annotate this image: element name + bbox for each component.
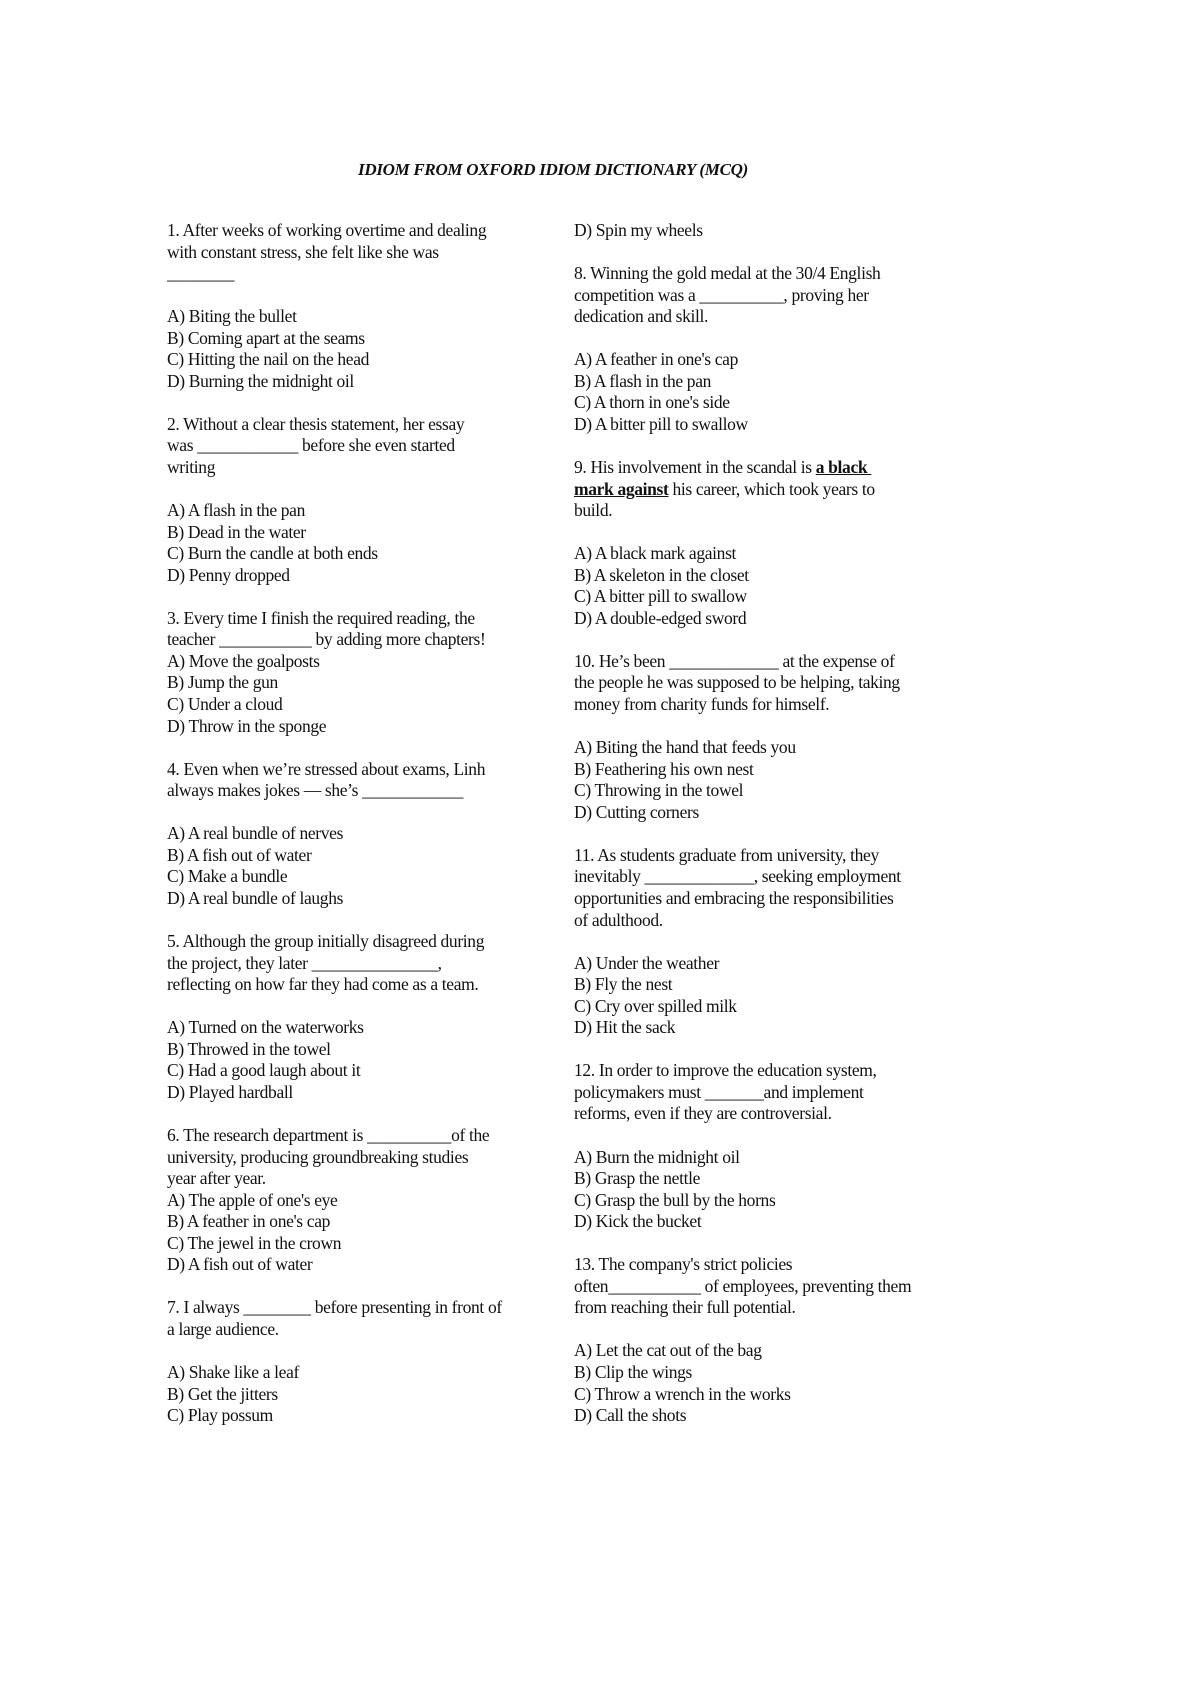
- answer-option: B) A flash in the pan: [574, 370, 712, 391]
- answer-option: A) Let the cat out of the bag: [574, 1340, 762, 1361]
- spacer: [574, 522, 964, 544]
- answer-option: C) Throw a wrench in the works: [574, 1383, 791, 1404]
- question-stem-line: dedication and skill.: [574, 306, 709, 327]
- answer-option: B) Clip the wings: [574, 1361, 693, 1382]
- spacer: [167, 1276, 557, 1298]
- spacer: [167, 1103, 557, 1125]
- question-stem-line: policymakers must _______and implement: [574, 1081, 864, 1102]
- question-stem-line: 10. He’s been _____________ at the expense of: [574, 650, 895, 671]
- question-stem-line: 11. As students graduate from university, they: [574, 844, 879, 865]
- answer-option: C) Cry over spilled milk: [574, 995, 737, 1016]
- question-7: [167, 1297, 557, 1448]
- spacer: [167, 802, 557, 824]
- answer-option: D) Call the shots: [574, 1405, 687, 1426]
- answer-option: A) Biting the bullet: [167, 306, 297, 327]
- answer-option: C) Throwing in the towel: [574, 780, 744, 801]
- answer-option: B) Feathering his own nest: [574, 758, 754, 779]
- answer-option: C) Under a cloud: [167, 694, 283, 715]
- question-11: [574, 845, 964, 1060]
- answer-option: D) Penny dropped: [167, 564, 290, 585]
- answer-option: D) A double-edged sword: [574, 607, 747, 628]
- question-stem-line: 13. The company's strict policies: [574, 1254, 793, 1275]
- answer-option: B) A fish out of water: [167, 844, 312, 865]
- question-stem-line: teacher ___________ by adding more chapters!: [167, 629, 486, 650]
- answer-option: D) Played hardball: [167, 1081, 293, 1102]
- spacer: [167, 1427, 557, 1449]
- answer-option: B) Jump the gun: [167, 672, 278, 693]
- highlighted-idiom: mark against: [574, 478, 669, 499]
- question-stem-line: from reaching their full potential.: [574, 1297, 796, 1318]
- question-4: [167, 759, 557, 931]
- answer-option: D) Spin my wheels: [574, 220, 703, 240]
- left-column: [167, 220, 557, 1448]
- question-stem-line: 3. Every time I finish the required reading, the: [167, 607, 475, 628]
- question-stem-line: 12. In order to improve the education system,: [574, 1060, 877, 1081]
- question-stem-line: competition was a __________, proving her: [574, 284, 869, 305]
- question-12: [574, 1060, 964, 1254]
- answer-option: A) Biting the hand that feeds you: [574, 737, 796, 758]
- answer-option: B) Grasp the nettle: [574, 1168, 701, 1189]
- question-8: [574, 263, 964, 457]
- question-stem-line: year after year.: [167, 1168, 266, 1189]
- question-stem-line: 6. The research department is __________of the: [167, 1124, 490, 1145]
- answer-option: D) Hit the sack: [574, 1017, 676, 1038]
- answer-option: A) Under the weather: [574, 952, 720, 973]
- answer-option: D) Cutting corners: [574, 801, 699, 822]
- question-stem-line: reflecting on how far they had come as a team.: [167, 974, 479, 995]
- question-stem-line: often___________ of employees, preventing them: [574, 1275, 912, 1296]
- spacer: [167, 996, 557, 1018]
- answer-option: D) Kick the bucket: [574, 1211, 702, 1232]
- answer-option: C) Grasp the bull by the horns: [574, 1189, 776, 1210]
- answer-option: C) Burn the candle at both ends: [167, 543, 378, 564]
- spacer: [574, 242, 964, 264]
- question-7-cont: [574, 220, 964, 263]
- question-stem-line: of adulthood.: [574, 909, 663, 930]
- spacer: [574, 823, 964, 845]
- question-13: [574, 1254, 964, 1448]
- spacer: [167, 737, 557, 759]
- answer-option: B) Throwed in the towel: [167, 1038, 331, 1059]
- question-stem-line: [574, 457, 964, 479]
- question-9: [574, 457, 964, 651]
- question-stem-line: [574, 479, 964, 501]
- question-2: [167, 414, 557, 608]
- question-stem-line: inevitably _____________, seeking employment: [574, 866, 901, 887]
- spacer: [574, 1427, 964, 1449]
- answer-option: D) A fish out of water: [167, 1254, 313, 1275]
- spacer: [574, 1233, 964, 1255]
- answer-option: B) Get the jitters: [167, 1383, 278, 1404]
- stem-text: 9. His involvement in the scandal is: [574, 457, 816, 478]
- question-stem-line: money from charity funds for himself.: [574, 694, 830, 715]
- question-stem-line: the people he was supposed to be helping, taking: [574, 672, 900, 693]
- answer-option: B) Dead in the water: [167, 521, 306, 542]
- spacer: [574, 1125, 964, 1147]
- spacer: [574, 328, 964, 350]
- right-column: [574, 220, 964, 1448]
- question-stem-line: build.: [574, 500, 613, 521]
- answer-option: A) A black mark against: [574, 543, 737, 564]
- answer-option: C) Had a good laugh about it: [167, 1060, 361, 1081]
- answer-option: D) A bitter pill to swallow: [574, 413, 748, 434]
- answer-option: A) A flash in the pan: [167, 500, 305, 521]
- question-stem-line: always makes jokes — she’s ____________: [167, 780, 463, 801]
- answer-option: B) A feather in one's cap: [167, 1211, 331, 1232]
- answer-option: D) Burning the midnight oil: [167, 370, 354, 391]
- spacer: [167, 285, 557, 307]
- question-stem-line: 4. Even when we’re stressed about exams, Linh: [167, 758, 486, 779]
- answer-option: C) A bitter pill to swallow: [574, 586, 747, 607]
- answer-option: A) A feather in one's cap: [574, 349, 738, 370]
- question-stem-line: was ____________ before she even started: [167, 435, 455, 456]
- question-stem-line: with constant stress, she felt like she was: [167, 241, 439, 262]
- answer-option: B) A skeleton in the closet: [574, 564, 749, 585]
- question-3: [167, 608, 557, 759]
- question-stem-line: opportunities and embracing the responsibilities: [574, 887, 894, 908]
- spacer: [574, 435, 964, 457]
- question-stem-line: writing: [167, 457, 216, 478]
- answer-option: D) A real bundle of laughs: [167, 887, 344, 908]
- spacer: [574, 716, 964, 738]
- question-1: [167, 220, 557, 414]
- spacer: [167, 479, 557, 501]
- spacer: [574, 931, 964, 953]
- spacer: [574, 1039, 964, 1061]
- question-stem-line: reforms, even if they are controversial.: [574, 1103, 832, 1124]
- spacer: [167, 1340, 557, 1362]
- answer-option: C) A thorn in one's side: [574, 392, 730, 413]
- answer-option: A) Burn the midnight oil: [574, 1146, 740, 1167]
- answer-option: A) Move the goalposts: [167, 650, 320, 671]
- spacer: [574, 1319, 964, 1341]
- answer-option: A) The apple of one's eye: [167, 1189, 338, 1210]
- highlighted-idiom: a black: [815, 457, 872, 478]
- question-stem-line: ________: [167, 263, 235, 284]
- question-stem-line: 2. Without a clear thesis statement, her essay: [167, 413, 465, 434]
- document-title: IDIOM FROM OXFORD IDIOM DICTIONARY (MCQ): [358, 160, 748, 179]
- question-stem-line: university, producing groundbreaking studies: [167, 1146, 469, 1167]
- answer-option: B) Coming apart at the seams: [167, 327, 365, 348]
- question-10: [574, 651, 964, 845]
- answer-option: C) Play possum: [167, 1405, 273, 1426]
- question-stem-line: a large audience.: [167, 1318, 279, 1339]
- answer-option: B) Fly the nest: [574, 974, 673, 995]
- spacer: [167, 392, 557, 414]
- answer-option: A) Shake like a leaf: [167, 1361, 299, 1382]
- question-stem-line: 5. Although the group initially disagreed during: [167, 931, 485, 952]
- spacer: [167, 910, 557, 932]
- answer-option: C) Make a bundle: [167, 866, 288, 887]
- spacer: [167, 586, 557, 608]
- answer-option: A) A real bundle of nerves: [167, 823, 344, 844]
- question-stem-line: 8. Winning the gold medal at the 30/4 English: [574, 263, 881, 284]
- question-stem-line: the project, they later _______________,: [167, 952, 442, 973]
- stem-text: his career, which took years to: [668, 478, 875, 499]
- answer-option: C) Hitting the nail on the head: [167, 349, 370, 370]
- question-6: [167, 1125, 557, 1297]
- answer-option: C) The jewel in the crown: [167, 1232, 342, 1253]
- question-5: [167, 931, 557, 1125]
- question-stem-line: 1. After weeks of working overtime and dealing: [167, 220, 487, 240]
- answer-option: D) Throw in the sponge: [167, 715, 327, 736]
- spacer: [574, 629, 964, 651]
- answer-option: A) Turned on the waterworks: [167, 1017, 364, 1038]
- question-stem-line: 7. I always ________ before presenting in front of: [167, 1297, 502, 1318]
